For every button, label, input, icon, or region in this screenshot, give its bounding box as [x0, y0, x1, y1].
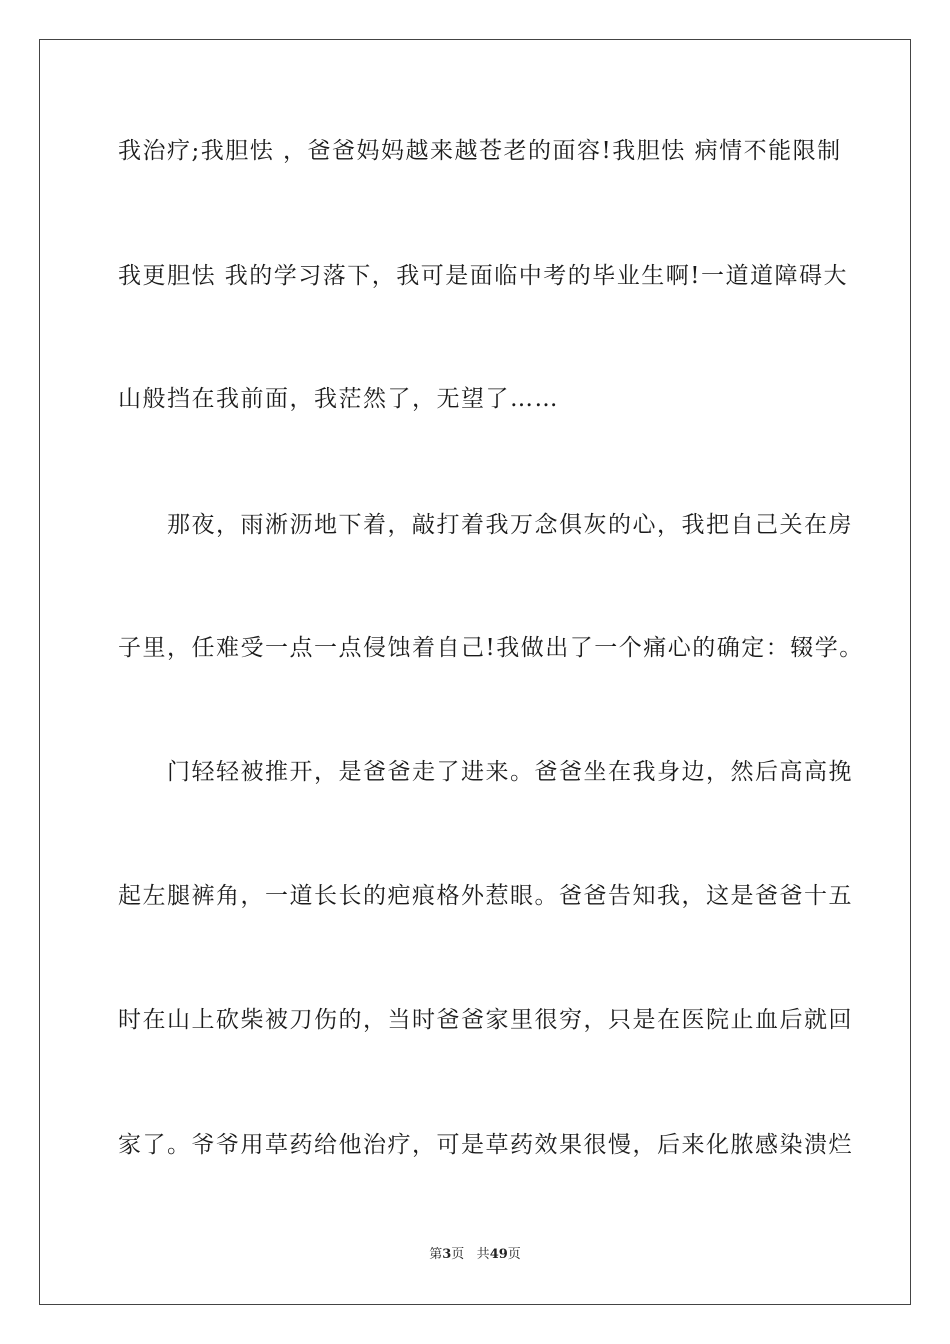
text-line: 那夜，雨淅沥地下着，敲打着我万念俱灰的心，我把自己关在房	[118, 512, 853, 538]
text-line: 我治疗;我胆怯 ，爸爸妈妈越来越苍老的面容!我胆怯 病情不能限制	[118, 138, 842, 164]
text-line: 家了。爷爷用草药给他治疗，可是草药效果很慢，后来化脓感染溃烂	[118, 1132, 853, 1158]
total-prefix: 共	[476, 1247, 490, 1262]
text-line: 门轻轻被推开，是爸爸走了进来。爸爸坐在我身边，然后高高挽	[118, 759, 853, 785]
text-line: 时在山上砍柴被刀伤的，当时爸爸家里很穷，只是在医院止血后就回	[118, 1007, 853, 1033]
page-number: 3	[442, 1247, 452, 1262]
text-line: 山般挡在我前面，我茫然了，无望了……	[118, 386, 559, 412]
total-suffix: 页	[507, 1247, 521, 1262]
page-footer	[0, 1246, 950, 1264]
page-border	[39, 39, 911, 1305]
text-line: 子里，任难受一点一点侵蚀着自己!我做出了一个痛心的确定：辍学。	[118, 635, 864, 661]
page-prefix: 第	[429, 1247, 443, 1262]
total-pages: 49	[489, 1247, 508, 1262]
text-line: 起左腿裤角，一道长长的疤痕格外惹眼。爸爸告知我，这是爸爸十五	[118, 883, 853, 909]
page-suffix: 页	[451, 1247, 465, 1262]
text-line: 我更胆怯 我的学习落下，我可是面临中考的毕业生啊!一道道障碍大	[118, 263, 849, 289]
